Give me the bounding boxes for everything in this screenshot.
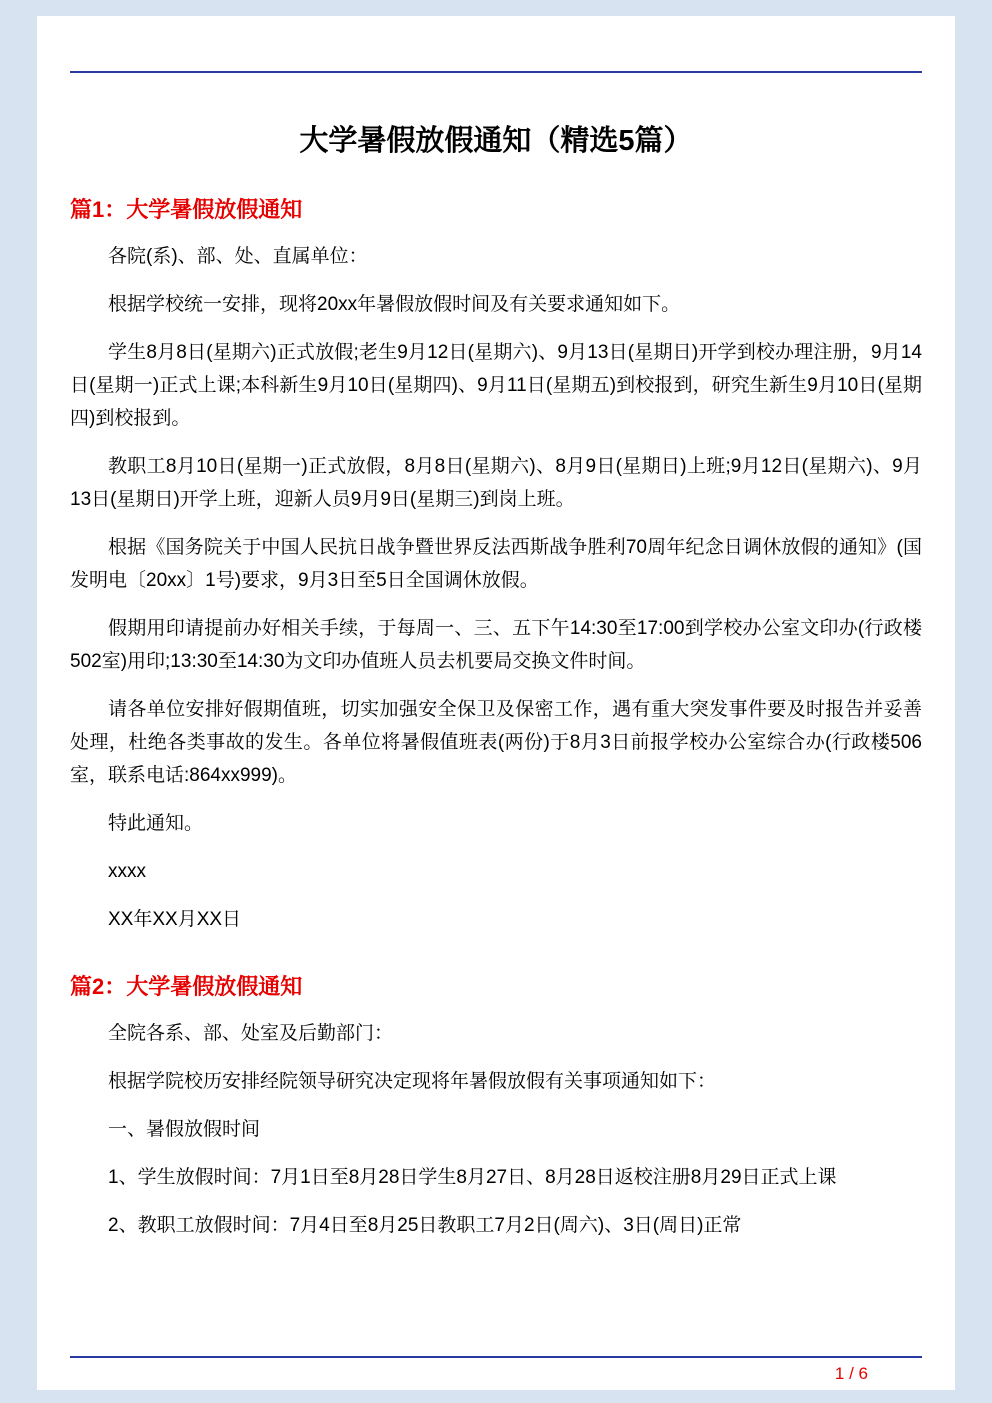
paragraph: 请各单位安排好假期值班，切实加强安全保卫及保密工作，遇有重大突发事件要及时报告并妥善处理，杜绝各类事故的发生。各单位将暑假值班表(两份)于8月3日前报学校办公室综合办(行政楼506室，联系电话:864xx999)。 xyxy=(70,699,922,786)
paragraph: 学生8月8日(星期六)正式放假;老生9月12日(星期六)、9月13日(星期日)开学到校办理注册，9月14日(星期一)正式上课;本科新生9月10日(星期四)、9月11日(星期五)到校报到，研究生新生9月10日(星期四)到校报到。 xyxy=(70,342,922,429)
document-title: 大学暑假放假通知（精选5篇） xyxy=(299,125,693,157)
paragraph: 一、暑假放假时间 xyxy=(108,1119,261,1140)
paragraph: 2、教职工放假时间：7月4日至8月25日教职工7月2日(周六)、3日(周日)正常 xyxy=(108,1215,742,1236)
section-1 xyxy=(70,195,922,936)
paragraph: XX年XX月XX日 xyxy=(108,909,242,930)
footer-rule xyxy=(70,1356,922,1358)
paragraph: 特此通知。 xyxy=(108,813,204,834)
paragraph: 根据《国务院关于中国人民抗日战争暨世界反法西斯战争胜利70周年纪念日调休放假的通知》(国发明电〔20xx〕1号)要求，9月3日至5日全国调休放假。 xyxy=(70,537,922,591)
section-2-heading: 篇2：大学暑假放假通知 xyxy=(70,974,303,999)
section-2 xyxy=(70,972,922,1242)
header-rule xyxy=(70,71,922,73)
document-content xyxy=(37,123,955,1242)
section-1-heading: 篇1：大学暑假放假通知 xyxy=(70,197,303,222)
paragraph: 根据学校统一安排，现将20xx年暑假放假时间及有关要求通知如下。 xyxy=(108,294,681,315)
paragraph: 假期用印请提前办好相关手续，于每周一、三、五下午14:30至17:00到学校办公室文印办(行政楼502室)用印;13:30至14:30为文印办值班人员去机要局交换文件时间。 xyxy=(70,618,922,672)
paragraph: xxxx xyxy=(108,861,146,882)
paragraph: 各院(系)、部、处、直属单位： xyxy=(108,246,368,267)
page-number: 1 / 6 xyxy=(834,1364,868,1383)
paragraph: 根据学院校历安排经院领导研究决定现将年暑假放假有关事项通知如下： xyxy=(108,1071,717,1092)
paragraph: 全院各系、部、处室及后勤部门： xyxy=(108,1023,394,1044)
document-page xyxy=(37,16,955,1390)
page-footer xyxy=(70,1356,922,1384)
paragraph: 1、学生放假时间：7月1日至8月28日学生8月27日、8月28日返校注册8月29日正式上课 xyxy=(108,1167,837,1188)
paragraph: 教职工8月10日(星期一)正式放假，8月8日(星期六)、8月9日(星期日)上班;9月12日(星期六)、9月13日(星期日)开学上班，迎新人员9月9日(星期三)到岗上班。 xyxy=(70,456,922,510)
